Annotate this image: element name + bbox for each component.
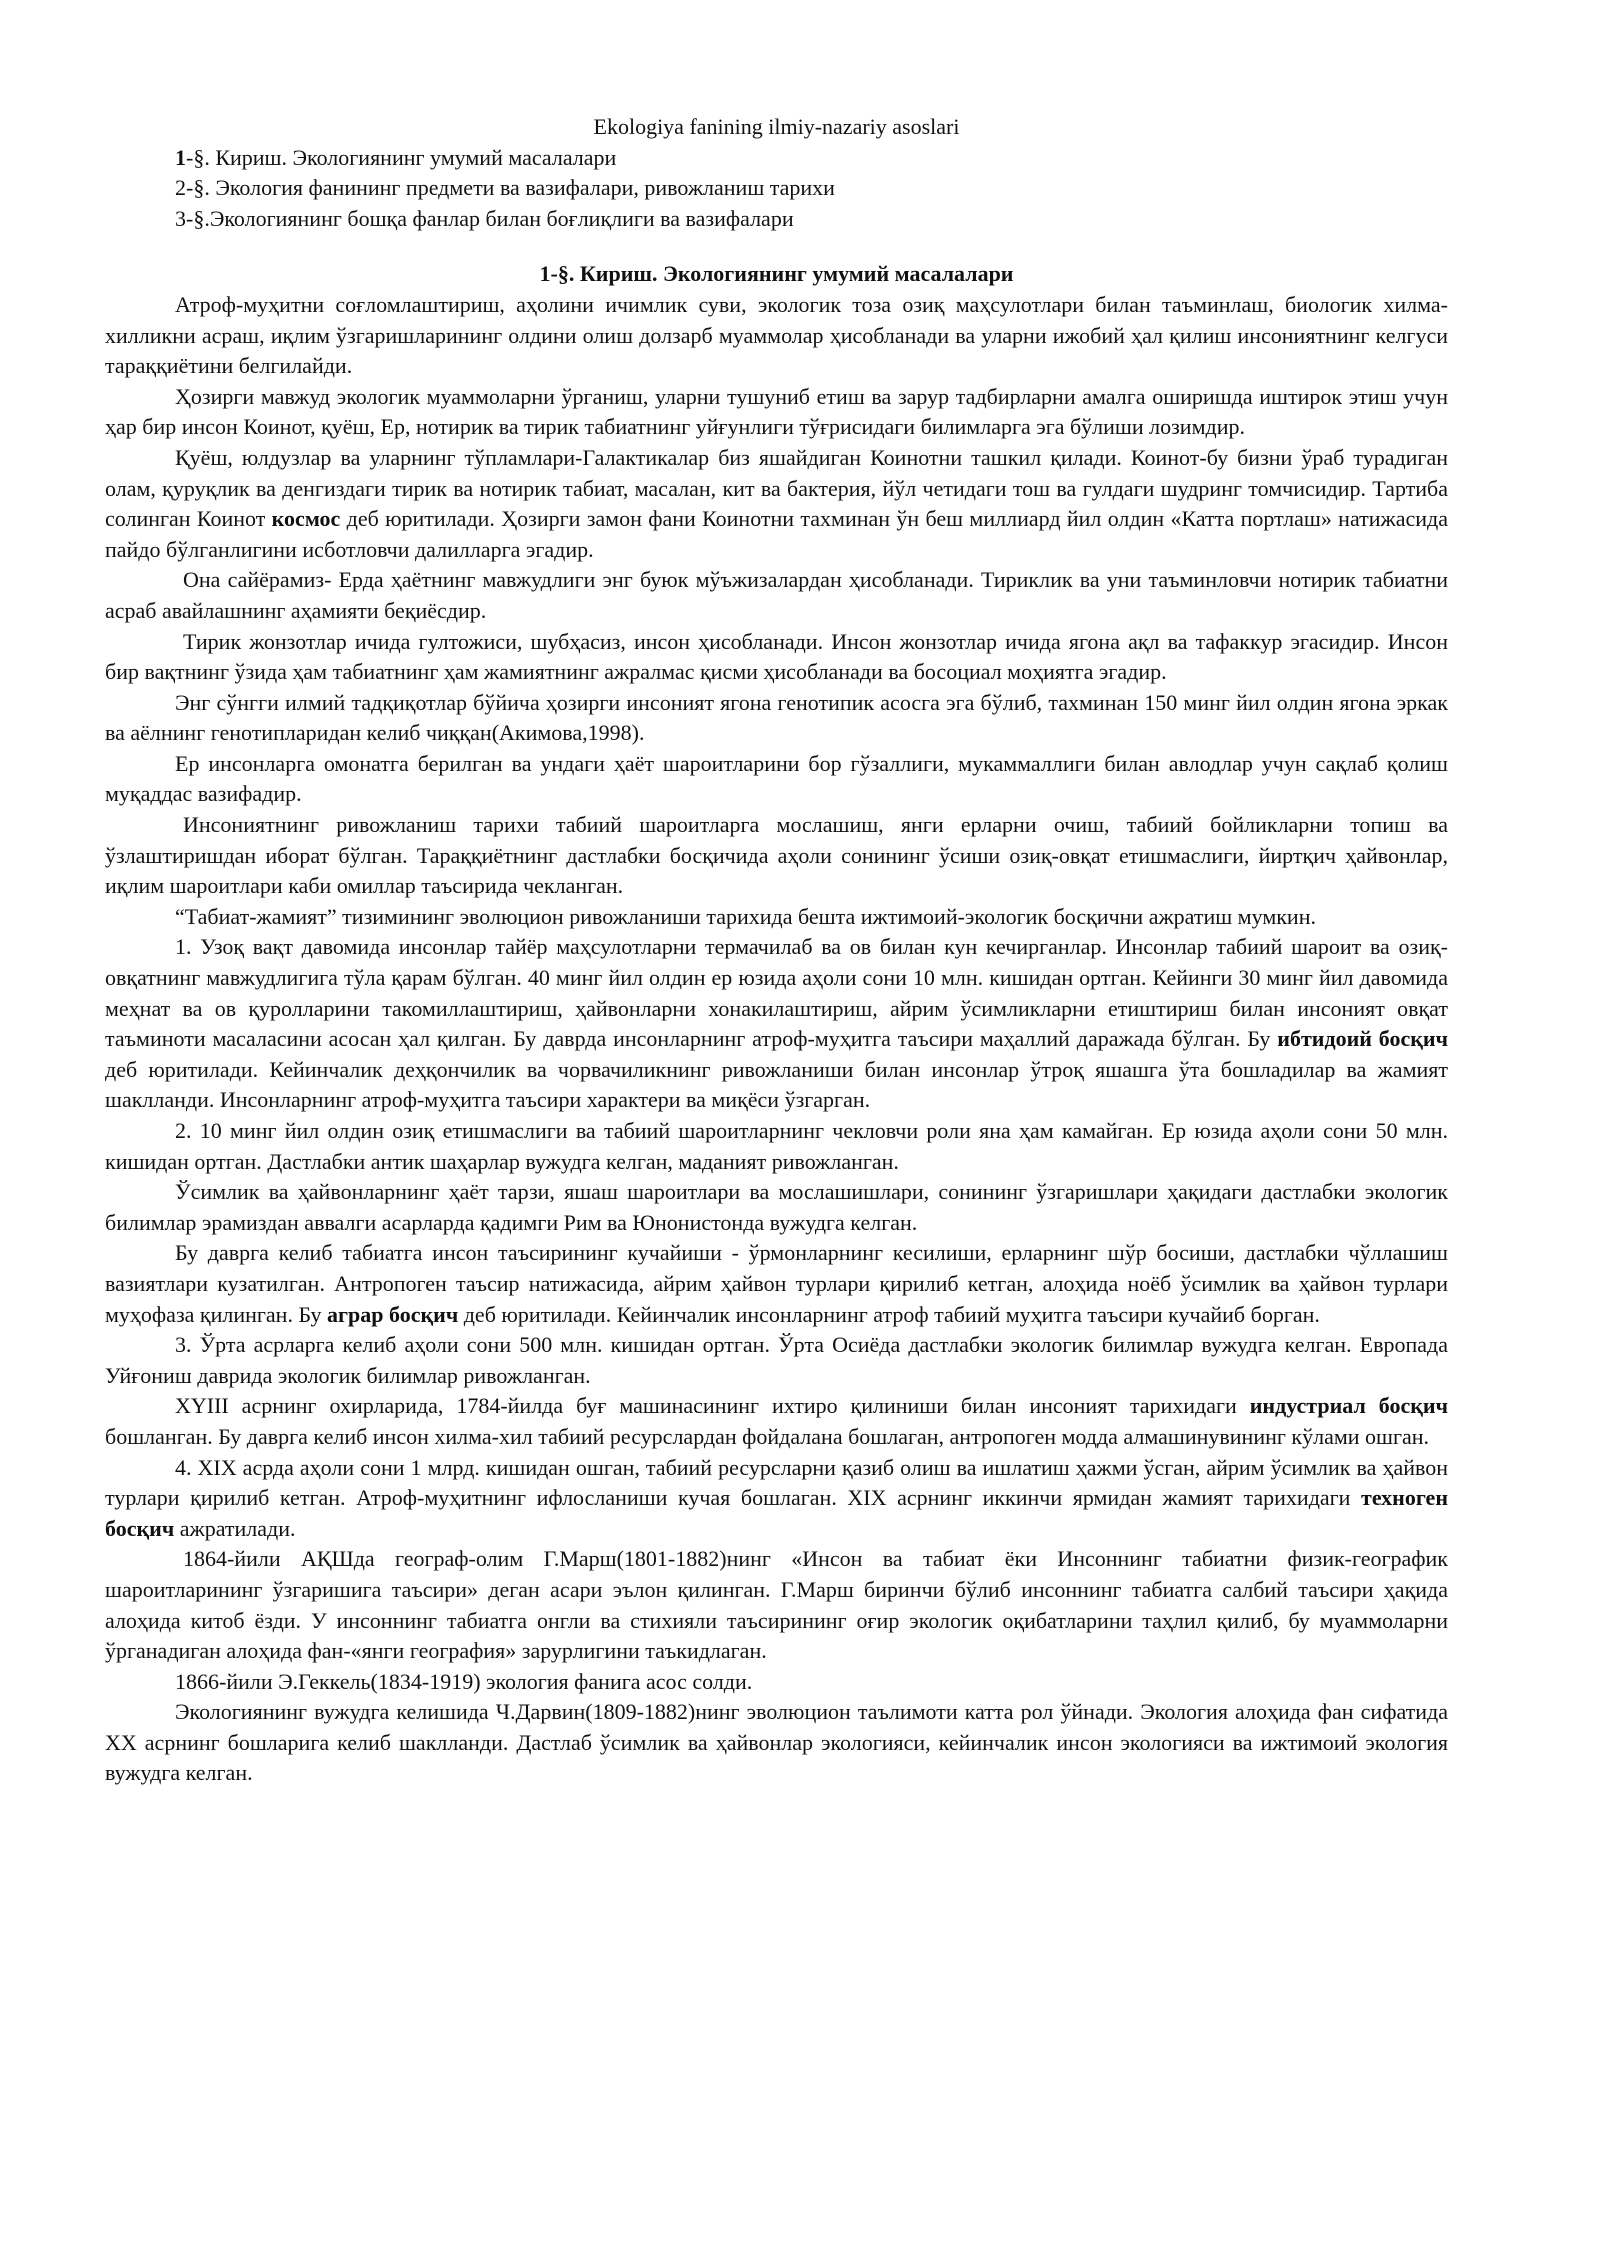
- paragraph-text: 2. 10 минг йил олдин озиқ етишмаслиги ва табиий шароитларнинг чекловчи роли яна ҳам камайган. Ер юзида аҳоли сони 50 млн. кишидан ортган. Дастлабки антик шаҳарлар вужудга келган, маданият ривожланган.: [105, 1118, 1448, 1174]
- bold-term: ибтидоий босқич: [1277, 1026, 1449, 1052]
- paragraph-text: Инсониятнинг ривожланиш тарихи табиий шароитларга мослашиш, янги ерларни очиш, табиий бойликларни топиш ва ўзлаштиришдан иборат бўлган. Тараққиётнинг дастлабки босқичида аҳоли сонининг ўсиши озиқ-овқат етишмаслиги, йиртқич ҳайвонлар, иқлим шароитлари каби омиллар таъсирида чекланган.: [105, 812, 1448, 899]
- paragraph-text: 3. Ўрта асрларга келиб аҳоли сони 500 млн. кишидан ортган. Ўрта Осиёда дастлабки экологик билимлар вужудга келган. Европада Уйғониш даврида экологик билимлар ривожланган.: [105, 1332, 1448, 1388]
- paragraph-text: Тирик жонзотлар ичида гултожиси, шубҳасиз, инсон ҳисобланади. Инсон жонзотлар ичида ягона ақл ва тафаккур эгасидир. Инсон бир вақтнинг ўзида ҳам табиатнинг ҳам жамиятнинг ажралмас қисми ҳисобланади ва босоциал моҳиятга эгадир.: [105, 628, 1448, 685]
- paragraph-text: ажратилади.: [174, 1515, 296, 1541]
- paragraph: [105, 1697, 1448, 1789]
- paragraph: [105, 443, 1448, 565]
- paragraph-text: XYIII асрнинг охирларида, 1784-йилда буғ машинасининг ихтиро қилиниши билан инсоният тарихидаги: [175, 1393, 1250, 1419]
- paragraph: [105, 1391, 1448, 1452]
- paragraph-text: деб юритилади. Кейинчалик деҳқончилик ва чорвачиликнинг ривожланиши билан инсонлар ўтроқ яшашга ўта бошладилар ва жамият шаклланди. Инсонларнинг атроф-муҳитга таъсири характери ва миқёси ўзгарган.: [105, 1056, 1448, 1113]
- paragraph-text: Энг сўнгги илмий тадқиқотлар бўйича ҳозирги инсоният ягона генотипик асосга эга бўлиб, тахминан 150 минг йил олдин ягона эркак ва аёлнинг генотипларидан келиб чиққан(Акимова,1998).: [105, 689, 1448, 746]
- paragraph: [105, 627, 1448, 688]
- paragraph-text: 4. XIX асрда аҳоли сони 1 млрд. кишидан ошган, табиий ресурсларни қазиб олиш ва ишлатиш ҳажми ўсган, айрим ўсимлик ва ҳайвон турлари қирилиб кетган. Атроф-муҳитнинг ифлосланиши кучая бошлаган. XIX асрнинг иккинчи ярмидан жамият тарихидаги: [105, 1454, 1448, 1511]
- document-title: Ekologiya fanining ilmiy-nazariy asoslari: [593, 114, 960, 139]
- paragraph-text: 1864-йили АҚШда географ-олим Г.Марш(1801-1882)нинг «Инсон ва табиат ёки Инсоннинг табиатни физик-географик шароитларининг ўзгаришига таъсири» деган асари эълон қилинган. Г.Марш биринчи бўлиб инсоннинг табиатга салбий таъсири ҳақида алоҳида китоб ёзди. У инсоннинг табиатга онгли ва стихияли таъсирининг оғир экологик оқибатларини таҳлил қилиб, бу муаммоларни ўрганадиган алоҳида фан-«янги география» зарурлигини таъкидлаган.: [105, 1546, 1448, 1664]
- paragraph: [105, 1177, 1448, 1238]
- paragraph-text: 1866-йили Э.Геккель(1834-1919) экология фанига асос солди.: [175, 1668, 753, 1694]
- bold-term: аграр босқич: [327, 1301, 459, 1327]
- paragraph-text: 1. Узоқ вақт давомида инсонлар тайёр маҳсулотларни термачилаб ва ов билан кун кечирганлар. Инсонлар табиий шароит ва озиқ-овқатнинг мавжудлигига тўла қарам бўлган. 40 минг йил олдин ер юзида аҳоли сони 10 млн. кишидан ортган. Кейинги 30 минг йил давомида меҳнат ва ов қуролларини такомиллаштириш, ҳайвонларни хонакилаштириш, айрим ўсимликларни етиштириш билан инсоният овқат таъминоти масаласини асосан ҳал қилган. Бу даврда инсонларнинг атроф-муҳитга таъсири маҳаллий даражада бўлган. Бу: [105, 934, 1448, 1052]
- paragraph: [105, 565, 1448, 626]
- toc-item-2: 2-§. Экология фанининг предмети ва вазифалари, ривожланиш тарихи: [175, 175, 835, 201]
- paragraph-text: Қуёш, юлдузлар ва уларнинг тўпламлари-Галактикалар биз яшайдиган Коинотни ташкил қилади. Коинот-бу бизни ўраб турадиган олам, қуруқлик ва денгиздаги тирик ва нотирик табиат, масалан, кит ва бактерия, йўл четидаги тош ва гулдаги шудринг томчисидир. Тартиба солинган Коинот: [105, 444, 1448, 532]
- bold-term: техноген босқич: [105, 1485, 1448, 1541]
- body-text: [105, 290, 1448, 1789]
- paragraph-text: Атроф-муҳитни соғломлаштириш, аҳолини ичимлик суви, экологик тоза озиқ маҳсулотлари билан таъминлаш, биологик хилма-хилликни асраш, иқлим ўзгаришларининг олдини олиш долзарб муаммолар ҳисобланади ва уларни ижобий ҳал қилиш инсониятнинг келгуси тараққиётини белгилайди.: [105, 291, 1448, 379]
- bold-term: индустриал босқич: [1249, 1393, 1448, 1419]
- paragraph-text: Ўсимлик ва ҳайвонларнинг ҳаёт тарзи, яшаш шароитлари ва мослашишлари, сонининг ўзгаришлари ҳақидаги дастлабки экологик билимлар эрамиздан аввалги асарларда қадимги Рим ва Юнонистонда вужудга келган.: [105, 1179, 1448, 1235]
- paragraph: [105, 1667, 1448, 1698]
- toc-item-1: 1-§. Кириш. Экологиянинг умумий масалалари: [175, 144, 617, 170]
- paragraph: [105, 1116, 1448, 1177]
- paragraph-text: Ҳозирги мавжуд экологик муаммоларни ўрганиш, уларни тушуниб етиш ва зарур тадбирларни амалга оширишда иштирок этиш учун ҳар бир инсон Коинот, қуёш, Ер, нотирик ва тирик табиатнинг уйғунлиги тўғрисидаги билимларга эга бўлиши лозимдир.: [105, 383, 1448, 440]
- paragraph: [105, 932, 1448, 1116]
- paragraph: [105, 290, 1448, 382]
- paragraph: [105, 1453, 1448, 1545]
- paragraph-text: Экологиянинг вужудга келишида Ч.Дарвин(1809-1882)нинг эволюцион таълимоти катта рол ўйнади. Экология алоҳида фан сифатида XX асрнинг бошларига келиб шаклланди. Дастлаб ўсимлик ва ҳайвонлар экологияси, кейинчалик инсон экологияси ва ижтимоий экология вужудга келган.: [105, 1699, 1448, 1786]
- bold-term: космос: [271, 506, 341, 532]
- paragraph: [105, 382, 1448, 443]
- table-of-contents: [105, 143, 1448, 235]
- paragraph: [105, 1238, 1448, 1330]
- toc-item-3: 3-§.Экологиянинг бошқа фанлар билан боғлиқлиги ва вазифалари: [175, 205, 794, 231]
- paragraph: [105, 1330, 1448, 1391]
- paragraph-text: Она сайёрамиз- Ерда ҳаётнинг мавжудлиги энг буюк мўъжизалардан ҳисобланади. Тириклик ва уни таъминловчи нотирик табиатни асраб авайлашнинг аҳамияти беқиёсдир.: [105, 567, 1448, 623]
- paragraph-text: Бу даврга келиб табиатга инсон таъсирининг кучайиши - ўрмонларнинг кесилиши, ерларнинг шўр босиши, дастлабки чўллашиш вазиятлари кузатилган. Антропоген таъсир натижасида, айрим ҳайвон турлари қирилиб кетган, алоҳида ноёб ўсимлик ва ҳайвон турлари муҳофаза қилинган. Бу: [105, 1240, 1448, 1327]
- paragraph-text: деб юритилади. Кейинчалик инсонларнинг атроф табиий муҳитга таъсири кучайиб борган.: [458, 1301, 1320, 1327]
- paragraph-text: бошланган. Бу даврга келиб инсон хилма-хил табиий ресурслардан фойдалана бошлаган, антропоген модда алмашинувининг кўлами ошган.: [105, 1423, 1430, 1449]
- paragraph: [105, 902, 1448, 933]
- paragraph: [105, 688, 1448, 749]
- paragraph: [105, 810, 1448, 902]
- paragraph: [105, 749, 1448, 810]
- paragraph-text: деб юритилади. Ҳозирги замон фани Коинотни тахминан ўн беш миллиард йил олдин «Катта портлаш» натижасида пайдо бўлганлигини исботловчи далилларга эгадир.: [105, 506, 1448, 562]
- paragraph-text: “Табиат-жамият” тизимининг эволюцион ривожланиши тарихида бешта ижтимоий-экологик босқични ажратиш мумкин.: [175, 903, 1316, 929]
- paragraph-text: Ер инсонларга омонатга берилган ва ундаги ҳаёт шароитларини бор гўзаллиги, мукаммаллиги билан авлодлар учун сақлаб қолиш муқаддас вазифадир.: [105, 750, 1448, 807]
- section-heading: 1-§. Кириш. Экологиянинг умумий масалалари: [539, 261, 1014, 287]
- paragraph: [105, 1544, 1448, 1666]
